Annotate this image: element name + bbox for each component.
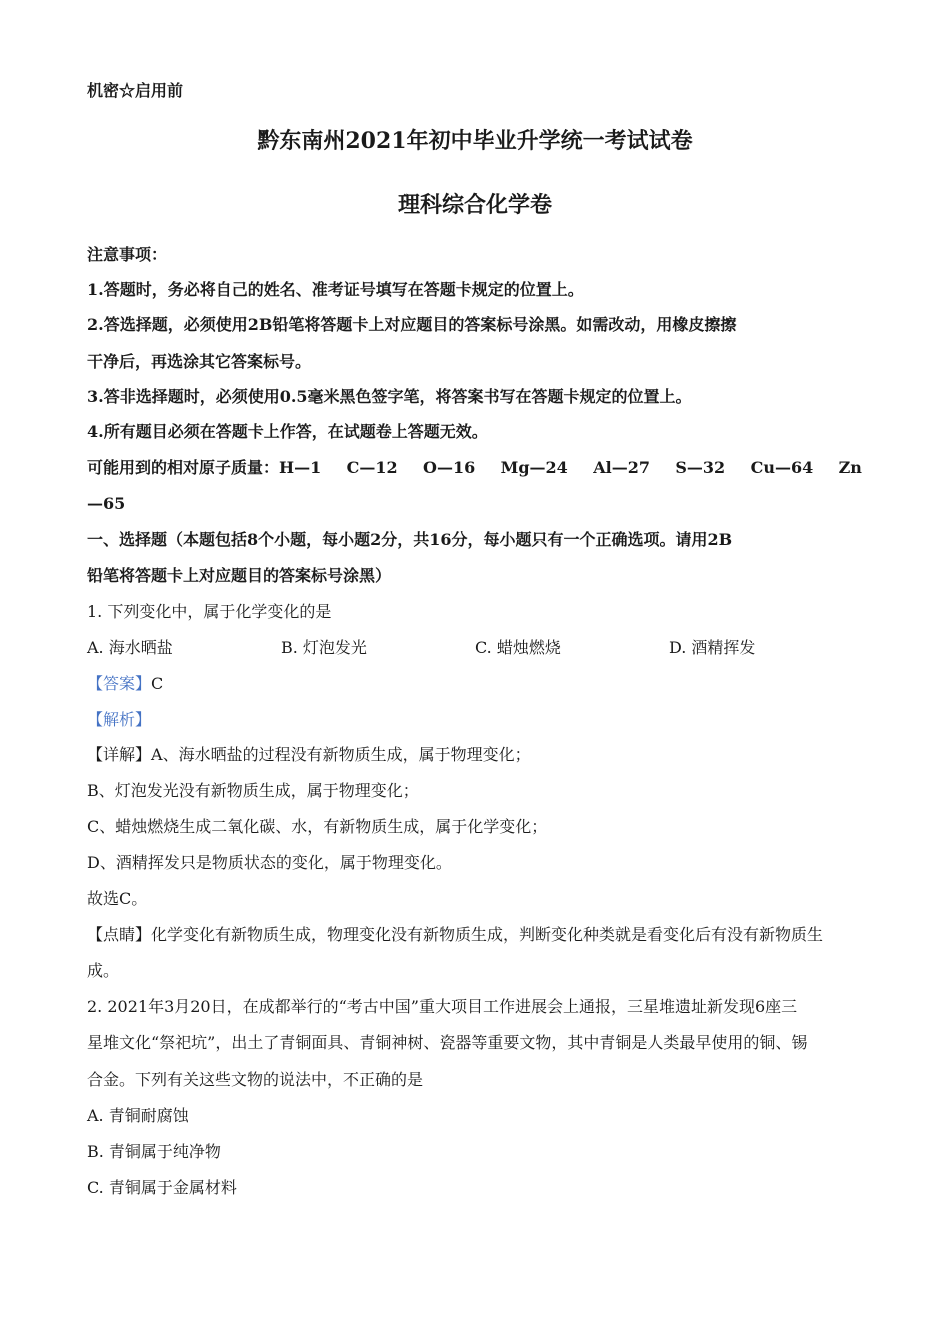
q2-option-c: C. 青铜属于金属材料 <box>87 1178 237 1197</box>
notice-item-4: 4.所有题目必须在答题卡上作答，在试题卷上答题无效。 <box>87 422 488 441</box>
atomic-mass-line <box>87 458 862 478</box>
q1-detail-c: C、蜡烛燃烧生成二氧化碳、水，有新物质生成，属于化学变化； <box>87 817 548 836</box>
q1-detail-a-line <box>87 745 531 765</box>
q2-option-b: B. 青铜属于纯净物 <box>87 1142 221 1161</box>
detail-tag: 【详解】 <box>87 745 152 764</box>
analysis-tag: 【解析】 <box>87 710 152 729</box>
atomic-mass-s: S—32 <box>675 458 726 477</box>
answer-tag: 【答案】 <box>87 674 152 693</box>
q1-option-d: D. 酒精挥发 <box>669 638 756 657</box>
q1-option-b: B. 灯泡发光 <box>281 638 367 657</box>
q2-stem-line-3: 合金。下列有关这些文物的说法中，不正确的是 <box>87 1070 424 1089</box>
comment-tag: 【点睛】 <box>87 925 152 944</box>
q1-detail-b: B、灯泡发光没有新物质生成，属于物理变化； <box>87 781 419 800</box>
atomic-mass-mg: Mg—24 <box>500 458 568 477</box>
atomic-mass-al: Al—27 <box>593 458 650 477</box>
notice-heading: 注意事项： <box>87 245 168 264</box>
page-subtitle: 理科综合化学卷 <box>397 192 552 218</box>
atomic-mass-tail: —65 <box>87 494 126 513</box>
notice-item-3: 3.答非选择题时，必须使用0.5毫米黑色签字笔，将答案书写在答题卡规定的位置上。 <box>87 387 692 406</box>
notice-item-2-line-2: 干净后，再选涂其它答案标号。 <box>87 352 312 371</box>
secret-label: 机密☆启用前 <box>87 81 184 100</box>
q1-option-c: C. 蜡烛燃烧 <box>475 638 561 657</box>
atomic-mass-label: 可能用到的相对原子质量：H—1 <box>87 458 322 477</box>
section-1-heading-line-2: 铅笔将答题卡上对应题目的答案标号涂黑） <box>87 566 392 585</box>
q1-detail-a: A、海水晒盐的过程没有新物质生成，属于物理变化； <box>151 745 531 764</box>
q2-stem-line-2: 星堆文化“祭祀坑”，出土了青铜面具、青铜神树、瓷器等重要文物，其中青铜是人类最早使用的铜、锡 <box>87 1033 808 1052</box>
q1-comment-line-1 <box>87 925 823 945</box>
section-1-heading-line-1: 一、选择题（本题包括8个小题，每小题2分，共16分，每小题只有一个正确选项。请用2B <box>87 530 733 549</box>
q1-answer: C <box>151 674 164 693</box>
q1-comment-text: 化学变化有新物质生成，物理变化没有新物质生成，判断变化种类就是看变化后有没有新物质生 <box>151 925 824 944</box>
atomic-mass-cu: Cu—64 <box>750 458 814 477</box>
q1-comment-line-2: 成。 <box>87 961 120 980</box>
q1-detail-d: D、酒精挥发只是物质状态的变化，属于物理变化。 <box>87 853 452 872</box>
notice-item-2-line-1: 2.答选择题，必须使用2B铅笔将答题卡上对应题目的答案标号涂黑。如需改动，用橡皮擦擦 <box>87 315 737 334</box>
page-title: 黔东南州2021年初中毕业升学统一考试试卷 <box>257 128 693 154</box>
q1-conclusion: 故选C。 <box>87 889 148 908</box>
atomic-mass-o: O—16 <box>423 458 476 477</box>
notice-item-1: 1.答题时，务必将自己的姓名、准考证号填写在答题卡规定的位置上。 <box>87 280 584 299</box>
q2-stem-line-1: 2. 2021年3月20日，在成都举行的“考古中国”重大项目工作进展会上通报，三星堆遗址新发现6座三 <box>87 997 798 1016</box>
q1-answer-line <box>87 674 163 694</box>
atomic-mass-zn: Zn <box>838 458 862 477</box>
atomic-mass-c: C—12 <box>346 458 398 477</box>
q1-stem: 1. 下列变化中，属于化学变化的是 <box>87 602 332 621</box>
q1-option-a: A. 海水晒盐 <box>87 638 173 657</box>
q2-option-a: A. 青铜耐腐蚀 <box>87 1106 189 1125</box>
